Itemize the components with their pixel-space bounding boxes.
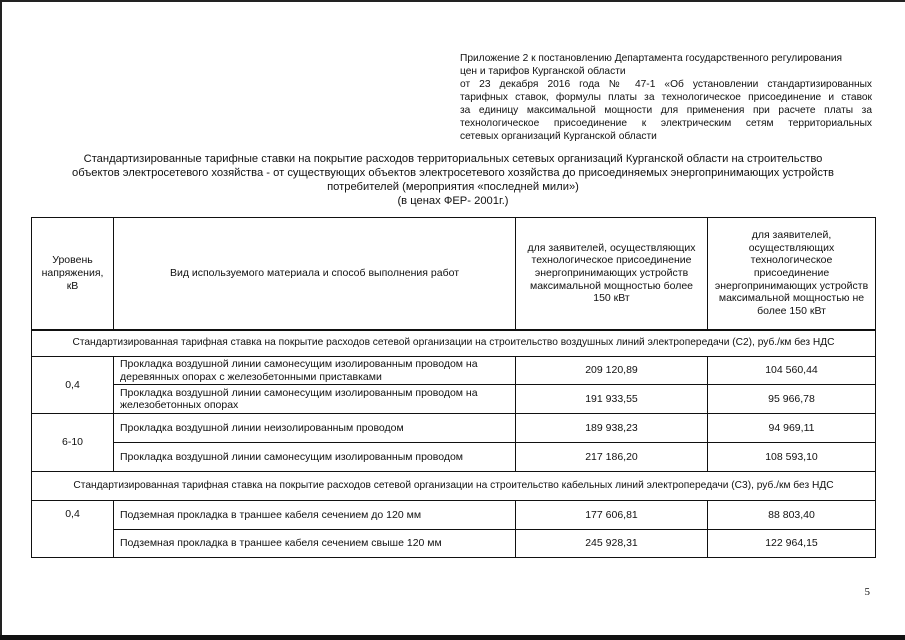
title-subline: (в ценах ФЕР- 2001г.) — [397, 195, 509, 207]
work-description: Прокладка воздушной линии самонесущим изолированным проводом на деревянных опорах с железобетонными приставками — [114, 357, 516, 385]
scan-edge-bottom — [0, 635, 905, 640]
appendix-line: Приложение 2 к постановлению Департамента государственного регулирования — [460, 53, 843, 64]
title-line: объектов электросетевого хозяйства - от существующих объектов электросетевого хозяйства до присоединяемых энергопринимающих устройств — [71, 167, 834, 179]
rate-over-150kw: 191 933,55 — [516, 385, 708, 414]
work-description: Прокладка воздушной линии самонесущим изолированным проводом — [114, 443, 516, 472]
appendix-line: от 23 декабря 2016 года № 47-1 «Об установлении стандартизированных — [460, 79, 872, 90]
rate-upto-150kw: 94 969,11 — [708, 414, 876, 443]
header-upto-150kw: для заявителей, осуществляющих технологическое присоединение энергопринимающих устройств максимальной мощностью не более 150 кВт — [708, 218, 876, 330]
section-row-c2 — [32, 330, 876, 357]
rate-over-150kw: 245 928,31 — [516, 530, 708, 558]
scan-edge-left — [0, 0, 2, 640]
page-number: 5 — [864, 586, 870, 598]
section-c2-label: Стандартизированная тарифная ставка на покрытие расходов сетевой организации на строительство воздушных линий электропередачи (С2), руб./км без НДС — [32, 330, 876, 357]
rate-upto-150kw: 95 966,78 — [708, 385, 876, 414]
title-line: потребителей (мероприятия «последней мили») — [327, 181, 579, 193]
voltage-cell: 6-10 — [32, 414, 114, 472]
work-description: Прокладка воздушной линии неизолированным проводом — [114, 414, 516, 443]
appendix-line: технологическое присоединение к электрическим сетям территориальных — [460, 118, 872, 129]
rate-upto-150kw: 104 560,44 — [708, 357, 876, 385]
appendix-line: цен и тарифов Курганской области — [460, 66, 626, 77]
appendix-line: тарифных ставок, формулы платы за технологическое присоединение и ставок — [460, 92, 872, 103]
table-row — [32, 501, 876, 530]
section-row-c3 — [32, 472, 876, 501]
header-voltage: Уровень напряжения, кВ — [32, 218, 114, 330]
title-line: Стандартизированные тарифные ставки на покрытие расходов территориальных сетевых организаций Курганской области на строительство — [83, 153, 823, 165]
header-over-150kw: для заявителей, осуществляющих технологическое присоединение энергопринимающих устройств максимальной мощностью более 150 кВт — [516, 218, 708, 330]
table-header-row — [32, 218, 876, 330]
work-description: Подземная прокладка в траншее кабеля сечением свыше 120 мм — [114, 530, 516, 558]
rate-over-150kw: 177 606,81 — [516, 501, 708, 530]
appendix-line: за единицу максимальной мощности для применения при расчете платы за — [460, 105, 872, 116]
table-row — [32, 357, 876, 385]
document-title — [28, 152, 878, 208]
table-row — [32, 530, 876, 558]
rate-over-150kw: 189 938,23 — [516, 414, 708, 443]
scan-edge-top — [0, 0, 905, 2]
rate-upto-150kw: 88 803,40 — [708, 501, 876, 530]
rate-over-150kw: 209 120,89 — [516, 357, 708, 385]
appendix-line: сетевых организаций Курганской области — [460, 131, 657, 142]
work-description: Подземная прокладка в траншее кабеля сечением до 120 мм — [114, 501, 516, 530]
appendix-note — [460, 52, 872, 143]
voltage-cell: 0,4 — [32, 357, 114, 414]
tariff-table — [31, 217, 876, 558]
rate-over-150kw: 217 186,20 — [516, 443, 708, 472]
table-row — [32, 414, 876, 443]
header-material: Вид используемого материала и способ выполнения работ — [114, 218, 516, 330]
table-row — [32, 443, 876, 472]
rate-upto-150kw: 108 593,10 — [708, 443, 876, 472]
work-description: Прокладка воздушной линии самонесущим изолированным проводом на железобетонных опорах — [114, 385, 516, 414]
rate-upto-150kw: 122 964,15 — [708, 530, 876, 558]
voltage-cell: 0,4 — [32, 501, 114, 558]
table-row — [32, 385, 876, 414]
section-c3-label: Стандартизированная тарифная ставка на покрытие расходов сетевой организации на строительство кабельных линий электропередачи (С3), руб./км без НДС — [32, 472, 876, 501]
